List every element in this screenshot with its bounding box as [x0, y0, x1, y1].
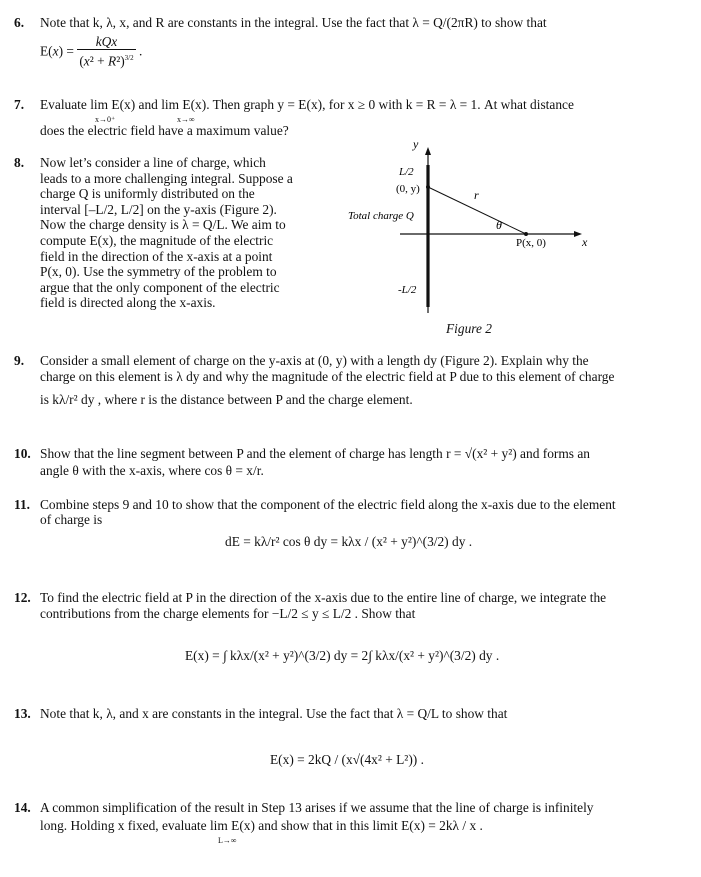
item-7-limit-sub-1: x→0⁺: [95, 115, 116, 124]
point-label: (0, y): [396, 183, 420, 195]
item-11-number: 11.: [14, 497, 30, 512]
x-axis-label: x: [582, 235, 588, 249]
item-8-paragraph: [40, 155, 320, 311]
item-7-line-2: does the electric field have a maximum value?: [40, 123, 289, 138]
item-7-line-1: Evaluate lim E(x) and lim E(x). Then graph y = E(x), for x ≥ 0 with k = R = λ = 1. At what distance: [40, 97, 574, 112]
item-10-line-1: Show that the line segment between P and the element of charge has length r = √(x² + y²) and forms an: [40, 446, 590, 461]
item-8-line: leads to a more challenging integral. Suppose a: [40, 170, 293, 186]
item-8-line: argue that the only component of the electric: [40, 279, 280, 295]
item-11-equation: dE = kλ/r² cos θ dy = kλx / (x² + y²)^(3/2) dy .: [225, 534, 473, 549]
charge-label: Total charge Q: [348, 210, 414, 222]
item-14-line-1: A common simplification of the result in Step 13 arises if we assume that the line of charge is infinitely: [40, 800, 594, 815]
item-11-line-1: Combine steps 9 and 10 to show that the component of the electric field along the x-axis due to the element: [40, 497, 616, 512]
item-6-number: 6.: [14, 15, 25, 30]
item-13-text: Note that k, λ, and x are constants in the integral. Use the fact that λ = Q/L to show that: [40, 706, 508, 721]
item-6-text: Note that k, λ, x, and R are constants in the integral. Use the fact that λ = Q/(2πR) to show that: [40, 15, 547, 30]
item-10-line-2: angle θ with the x-axis, where cos θ = x/r.: [40, 463, 264, 478]
item-14-line-2: long. Holding x fixed, evaluate lim E(x) and show that in this limit E(x) = 2kλ / x .: [40, 818, 483, 833]
r-label: r: [474, 188, 479, 202]
item-13-equation: E(x) = 2kQ / (x√(4x² + L²)) .: [270, 752, 424, 767]
item-12-equation: E(x) = ∫ kλx/(x² + y²)^(3/2) dy = 2∫ kλx/(x² + y²)^(3/2) dy .: [185, 648, 500, 663]
item-9-number: 9.: [14, 353, 25, 368]
item-8-line: field is directed along the x-axis.: [40, 295, 216, 311]
x-axis-arrow: [574, 231, 582, 237]
item-10-number: 10.: [14, 446, 31, 461]
item-9-line-1: Consider a small element of charge on the y-axis at (0, y) with a length dy (Figure 2). Explain why the: [40, 353, 589, 368]
y-axis-label: y: [413, 137, 419, 151]
figure-2-diagram: [340, 135, 630, 325]
item-11-line-2: of charge is: [40, 512, 103, 527]
item-8-line: interval [–L/2, L/2] on the y-axis (Figure 2).: [40, 201, 277, 217]
figure-2: [340, 135, 630, 340]
item-7-limit-sub-2: x→∞: [177, 115, 195, 124]
item-8-line: compute E(x), the magnitude of the electric: [40, 232, 274, 248]
item-14-number: 14.: [14, 800, 31, 815]
item-6-equation: E(x) = $\frac{\text{kQx}}{(x^2 + R^2)^{3/2}}$ .: [40, 34, 143, 69]
item-8-line: Now let’s consider a line of charge, which: [40, 155, 266, 170]
item-13-number: 13.: [14, 706, 31, 721]
item-9-line-2: charge on this element is λ dy and why the magnitude of the electric field at P due to this element of charge: [40, 369, 615, 384]
item-14-limit-sub: L→∞: [218, 836, 237, 845]
item-8-line: Now the charge density is λ = Q/L. We aim to: [40, 217, 286, 233]
theta-label: θ: [496, 218, 502, 232]
item-12-line-2: contributions from the charge elements for −L/2 ≤ y ≤ L/2 . Show that: [40, 606, 416, 621]
y-axis-arrow: [425, 147, 431, 155]
item-8-line: P(x, 0). Use the symmetry of the problem to: [40, 264, 277, 280]
item-12-line-1: To find the electric field at P in the direction of the x-axis due to the entire line of charge, we integrate the: [40, 590, 607, 605]
point-p: [524, 232, 528, 236]
bottom-label: -L/2: [398, 284, 417, 296]
top-label: L/2: [399, 166, 414, 178]
item-8-line: charge Q is uniformly distributed on the: [40, 186, 255, 202]
item-7-number: 7.: [14, 97, 25, 112]
item-8-number: 8.: [14, 155, 25, 170]
item-8-line: field in the direction of the x-axis at a point: [40, 248, 273, 264]
item-12-number: 12.: [14, 590, 31, 605]
charge-element-point: [426, 185, 430, 189]
p-label: P(x, 0): [516, 237, 546, 249]
figure-caption: Figure 2: [446, 321, 492, 336]
item-9-line-3: is kλ/r² dy , where r is the distance between P and the charge element.: [40, 392, 413, 407]
